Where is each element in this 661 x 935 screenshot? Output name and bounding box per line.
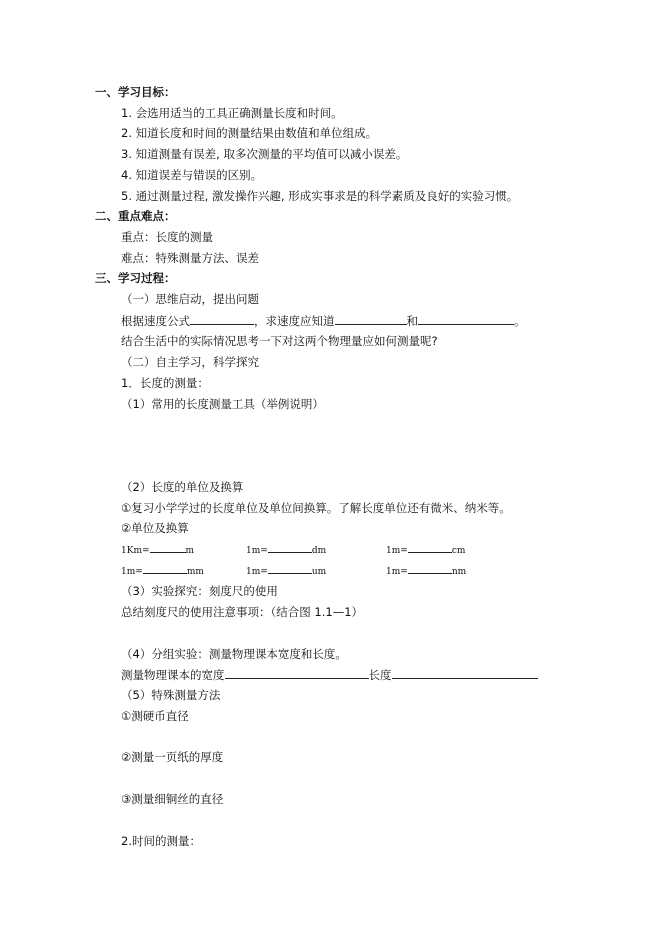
sub1-tools: （1）常用的长度测量工具（举例说明）: [121, 397, 324, 411]
special-paper: ②测量一页纸的厚度: [121, 750, 224, 764]
conversion-cell: 1Km= m: [121, 542, 194, 559]
speed-prefix: 根据速度公式: [121, 314, 190, 328]
conversion-blank[interactable]: [268, 542, 312, 553]
conversion-cell: 1m= nm: [386, 563, 466, 580]
conversion-blank[interactable]: [408, 563, 452, 574]
sub5-special: （5）特殊测量方法: [121, 688, 221, 702]
conversion-blank[interactable]: [150, 542, 186, 553]
conversion-cell: 1m= um: [246, 563, 326, 580]
time-title: 2.时间的测量：: [121, 834, 201, 848]
section3-heading: 三、学习过程：: [95, 271, 176, 285]
speed-mid: ，求速度应知道: [254, 314, 335, 328]
speed-formula-line: [121, 312, 526, 329]
width-blank[interactable]: [225, 666, 369, 679]
sub2-units: （2）长度的单位及换算: [121, 480, 244, 494]
difficulty: 难点：特殊测量方法、误差: [121, 251, 259, 265]
sub3-ruler: （3）实验探究：刻度尺的使用: [121, 584, 278, 598]
measure-book-line: [121, 666, 538, 683]
circle1-review: ①复习小学学过的长度单位及单位间换算。了解长度单位还有微米、纳米等。: [121, 501, 511, 515]
special-wire: ③测量细铜丝的直径: [121, 792, 224, 806]
part2-title: （二）自主学习，科学探究: [121, 355, 259, 369]
sub4-group-experiment: （4）分组实验：测量物理课本宽度和长度。: [121, 647, 347, 661]
formula-blank[interactable]: [190, 312, 254, 325]
conversion-blank[interactable]: [408, 542, 452, 553]
objective-item-2: 2. 知道长度和时间的测量结果由数值和单位组成。: [121, 126, 378, 140]
conversion-blank[interactable]: [143, 563, 187, 574]
speed-and: 和: [406, 314, 418, 328]
speed-end: 。: [514, 314, 526, 328]
length-blank[interactable]: [392, 666, 538, 679]
measure-width-label: 测量物理课本的宽度: [121, 668, 225, 682]
length-title: 1．长度的测量：: [121, 376, 209, 390]
circle2-conversion: ②单位及换算: [121, 521, 189, 535]
think-line: 结合生活中的实际情况思考一下对这两个物理量应如何测量呢?: [121, 334, 438, 348]
part1-title: （一）思维启动，提出问题: [121, 292, 259, 306]
quantity1-blank[interactable]: [335, 312, 407, 325]
conversion-blank[interactable]: [268, 563, 312, 574]
conversion-cell: 1m= cm: [386, 542, 465, 559]
objective-item-1: 1. 会选用适当的工具正确测量长度和时间。: [121, 106, 343, 120]
conversion-cell: 1m= dm: [246, 542, 326, 559]
special-coin: ①测硬币直径: [121, 709, 189, 723]
objective-item-5: 5. 通过测量过程, 激发操作兴趣, 形成实事求是的科学素质及良好的实验习惯。: [121, 189, 519, 203]
measure-length-label: 长度: [368, 668, 392, 682]
section2-heading: 二、重点难点：: [95, 209, 176, 223]
ruler-summary: 总结刻度尺的使用注意事项：（结合图 1.1—1）: [121, 605, 364, 619]
objective-item-4: 4. 知道误差与错误的区别。: [121, 168, 263, 182]
objective-item-3: 3. 知道测量有误差, 取多次测量的平均值可以减小误差。: [121, 147, 408, 161]
quantity2-blank[interactable]: [418, 312, 514, 325]
key-point: 重点：长度的测量: [121, 230, 213, 244]
section1-heading: 一、学习目标：: [95, 85, 176, 99]
conversion-cell: 1m= mm: [121, 563, 204, 580]
